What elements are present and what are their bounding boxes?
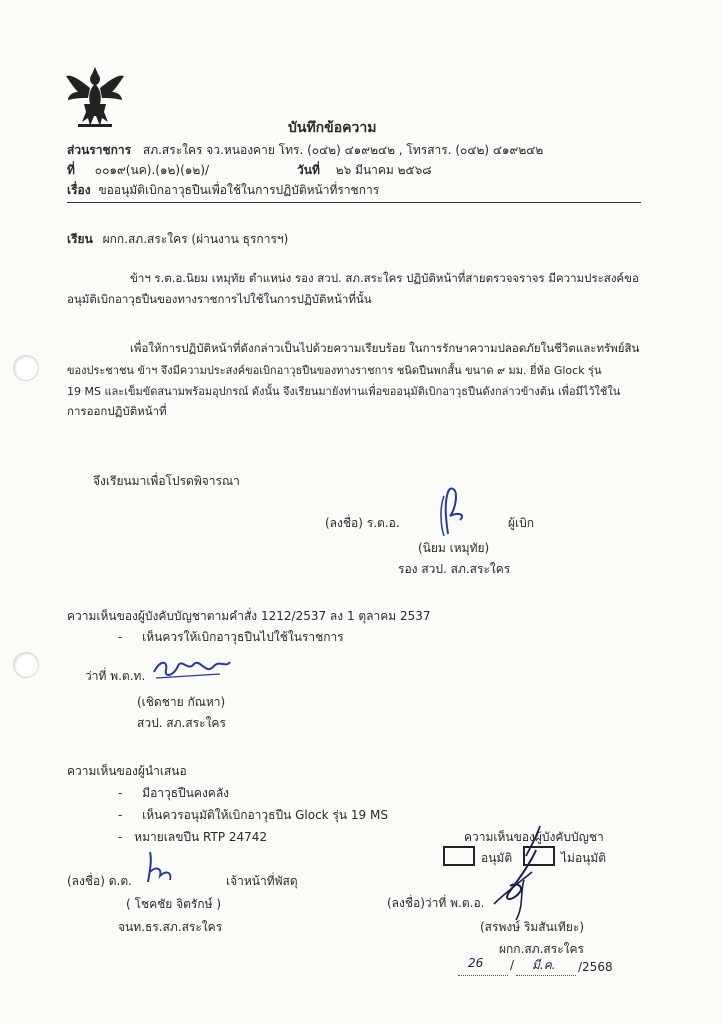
commander-name: (เชิดชาย กัณหา) [137,695,226,709]
proposer-item [118,828,267,847]
commander-heading: ความเห็นของผู้บังคับบัญชาตามคำสั่ง 1212/2537 ลง 1 ตุลาคม 2537 [67,609,431,623]
requester-signature [430,486,500,538]
para2-line: เพื่อให้การปฏิบัติหน้าที่ดังกล่าวเป็นไปด้วยความเรียบร้อย ในการรักษาความปลอดภัยในชีวิตและทรัพย์สิน [130,341,640,355]
para2-line: ของประชาชน ข้าฯ จึงมีความประสงค์ขอเบิกอาวุธปืนของทางราชการ ชนิดปืนพกสั้น ขนาด ๙ มม. ยี่ห้อ Glock รุ่น [67,364,602,377]
proposer-heading: ความเห็นของผู้นำเสนอ [67,764,187,778]
proposer-sign-label: (ลงชื่อ) ด.ต. [67,874,132,888]
approve-label: อนุมัติ [481,851,513,865]
date-label: วันที่ [297,163,320,177]
header-divider [67,202,641,203]
approver-signature [480,820,560,930]
date-separator: / [510,958,515,972]
proposer-item-text: มีอาวุธปืนคงคลัง [142,786,230,800]
subject-row [67,181,379,200]
subject-value: ขออนุมัติเบิกอาวุธปืนเพื่อใช้ในการปฏิบัติหน้าที่ราชการ [98,183,380,197]
commander-item-text: เห็นควรให้เบิกอาวุธปืนไปใช้ในราชการ [142,630,344,644]
ref-row [67,161,209,180]
punch-hole-top [13,355,39,381]
commander-item [118,628,344,647]
proposer-position: จนท.ธร.สภ.สระใคร [118,920,223,934]
approver-position: ผกก.สภ.สระใคร [499,942,584,956]
bullet-dash: - [118,830,123,844]
bullet-dash: - [118,630,123,644]
date-month-line [516,975,576,976]
date-row [297,161,432,180]
proposer-signature [138,850,188,886]
approve-checkbox[interactable] [443,846,475,866]
agency-row [67,141,543,160]
commander-signature [150,654,234,684]
salutation-label: เรียน [67,232,93,246]
salutation-row [67,230,288,249]
agency-label: ส่วนราชการ [67,143,132,157]
para2-line: การออกปฏิบัติหน้าที่ [67,404,167,418]
closing-text: จึงเรียนมาเพื่อโปรดพิจารณา [93,474,240,488]
bullet-dash: - [118,786,123,800]
approval-date-year: /2568 [578,960,613,974]
commander-position: สวป. สภ.สระใคร [137,716,226,730]
garuda-emblem-icon [64,66,126,133]
ref-label: ที่ [67,163,75,177]
proposer-item-text: หมายเลขปืน RTP 24742 [134,830,268,844]
approval-date-day: 26 [468,956,484,970]
date-value: ๒๖ มีนาคม ๒๕๖๘ [335,163,432,177]
proposer-item-text: เห็นควรอนุมัติให้เบิกอาวุธปืน Glock รุ่น 19 MS [142,808,388,822]
proposer-item [118,784,229,803]
bullet-dash: - [118,808,123,822]
approver-heading: ความเห็นของผู้บังคับบัญชา [464,830,604,844]
para2-line: 19 MS และเข็มขัดสนามพร้อมอุปกรณ์ ดังนั้น จึงเรียนมายังท่านเพื่อขออนุมัติเบิกอาวุธปืนดังกล่าวข้างต้น เพื่อมีไว้ใช้ใน [67,385,621,398]
approval-date-month: มี.ค. [532,958,556,972]
approver-sign-label: (ลงชื่อ)ว่าที่ พ.ต.อ. [387,896,485,910]
commander-sign-label: ว่าที่ พ.ต.ท. [85,669,146,683]
reject-label: ไม่อนุมัติ [561,851,607,865]
memo-title: บันทึกข้อความ [288,120,377,136]
para1-line: อนุมัติเบิกอาวุธปืนของทางราชการไปใช้ในการปฏิบัติหน้าที่นั้น [67,292,372,306]
subject-label: เรื่อง [67,183,91,197]
proposer-item [118,806,388,825]
requester-name: (นิยม เหมุทัย) [418,541,490,555]
agency-value: สภ.สระใคร จว.หนองคาย โทร. (๐๔๒) ๔๑๙๒๔๒ , โทรสาร. (๐๔๒) ๔๑๙๒๔๒ [142,143,544,157]
proposer-role: เจ้าหน้าที่พัสดุ [226,874,298,888]
requester-sign-label: (ลงชื่อ) ร.ต.อ. [325,516,400,530]
requester-position: รอง สวป. สภ.สระใคร [398,562,511,576]
ref-value: ๐๐๑๙(นค).(๑๒)(๑๒)/ [94,163,210,177]
proposer-name: ( โชคชัย จิตรักษ์ ) [126,897,222,911]
salutation-value: ผกก.สภ.สระใคร (ผ่านงาน ธุรการฯ) [102,232,289,246]
approver-name: (สรพงษ์ ริมสันเทียะ) [480,920,584,934]
requester-role: ผู้เบิก [508,516,535,530]
para1-line: ข้าฯ ร.ต.อ.นิยม เหมุทัย ตำแหน่ง รอง สวป. สภ.สระใคร ปฏิบัติหน้าที่สายตรวจจราจร มีความประสงค์ขอ [130,271,639,285]
punch-hole-bottom [13,652,39,678]
date-day-line [458,975,508,976]
